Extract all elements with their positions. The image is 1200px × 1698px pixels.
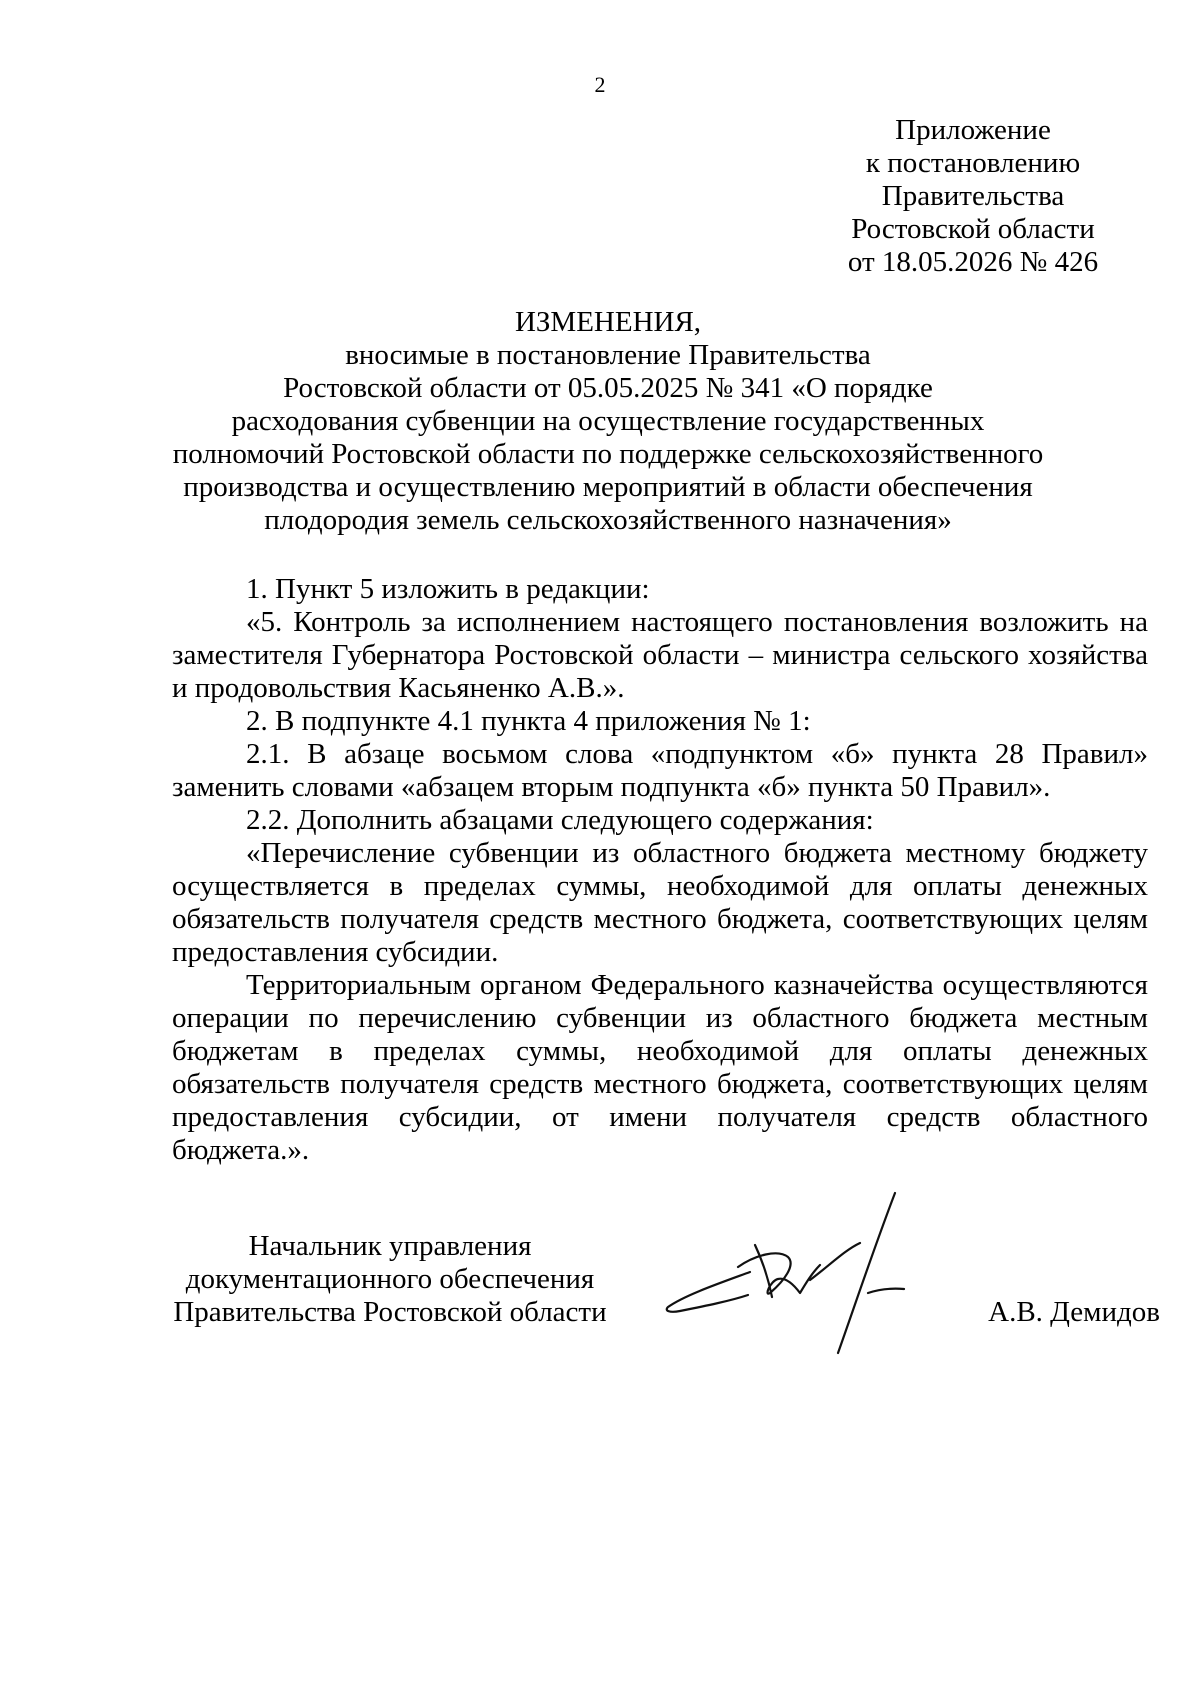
body-paragraph: «5. Контроль за исполнением настоящего постановления возложить на заместителя Губернатора Ростовской области – министра сельского хозяйства и продовольствия Касьяненко А.В.». <box>172 606 1148 704</box>
heading-title: ИЗМЕНЕНИЯ, <box>514 306 702 338</box>
appendix-line: Ростовской области <box>851 213 1095 245</box>
heading-line: расходования субвенции на осуществление государственных <box>231 405 985 437</box>
body-paragraph: «Перечисление субвенции из областного бюджета местному бюджету осуществляется в пределах суммы, необходимой для оплаты денежных обязательств получателя средств местного бюджета, соответствующих целям предоставления субсидии. <box>172 837 1148 968</box>
appendix-line: к постановлению <box>865 147 1081 179</box>
handwritten-signature <box>660 1185 940 1355</box>
heading-line: полномочий Ростовской области по поддержке сельскохозяйственного <box>172 438 1044 470</box>
document-body <box>172 573 1148 1167</box>
body-paragraph: 2.2. Дополнить абзацами следующего содержания: <box>246 804 874 836</box>
body-paragraph: 1. Пункт 5 изложить в редакции: <box>246 573 650 605</box>
signatory-title-line: Начальник управления <box>248 1230 532 1262</box>
page-number: 2 <box>594 72 606 97</box>
signatory-name: А.В. Демидов <box>988 1296 1160 1328</box>
signatory-title <box>160 1230 620 1329</box>
body-paragraph: 2.1. В абзаце восьмом слова «подпунктом «б» пункта 28 Правил» заменить словами «абзацем вторым подпункта «б» пункта 50 Правил». <box>172 738 1148 803</box>
appendix-line: Правительства <box>881 180 1065 212</box>
heading-line: Ростовской области от 05.05.2025 № 341 «О порядке <box>283 372 933 404</box>
signatory-title-line: Правительства Ростовской области <box>173 1296 607 1328</box>
appendix-line: Приложение <box>895 114 1051 146</box>
signatory-title-line: документационного обеспечения <box>185 1263 595 1295</box>
heading-line: плодородия земель сельскохозяйственного назначения» <box>264 504 952 536</box>
heading-line: вносимые в постановление Правительства <box>345 339 871 371</box>
body-paragraph: 2. В подпункте 4.1 пункта 4 приложения № 1: <box>246 705 811 737</box>
appendix-header <box>790 114 1156 279</box>
document-heading <box>160 306 1056 537</box>
appendix-line: от 18.05.2026 № 426 <box>847 246 1099 278</box>
heading-line: производства и осуществлению мероприятий в области обеспечения <box>183 471 1033 503</box>
body-paragraph: Территориальным органом Федерального казначейства осуществляются операции по перечислению субвенции из областного бюджета местным бюджетам в пределах суммы, необходимой для оплаты денежных обязательств получателя средств местного бюджета, соответствующих целям предоставления субсидии, от имени получателя средств областного бюджета.». <box>172 969 1148 1166</box>
